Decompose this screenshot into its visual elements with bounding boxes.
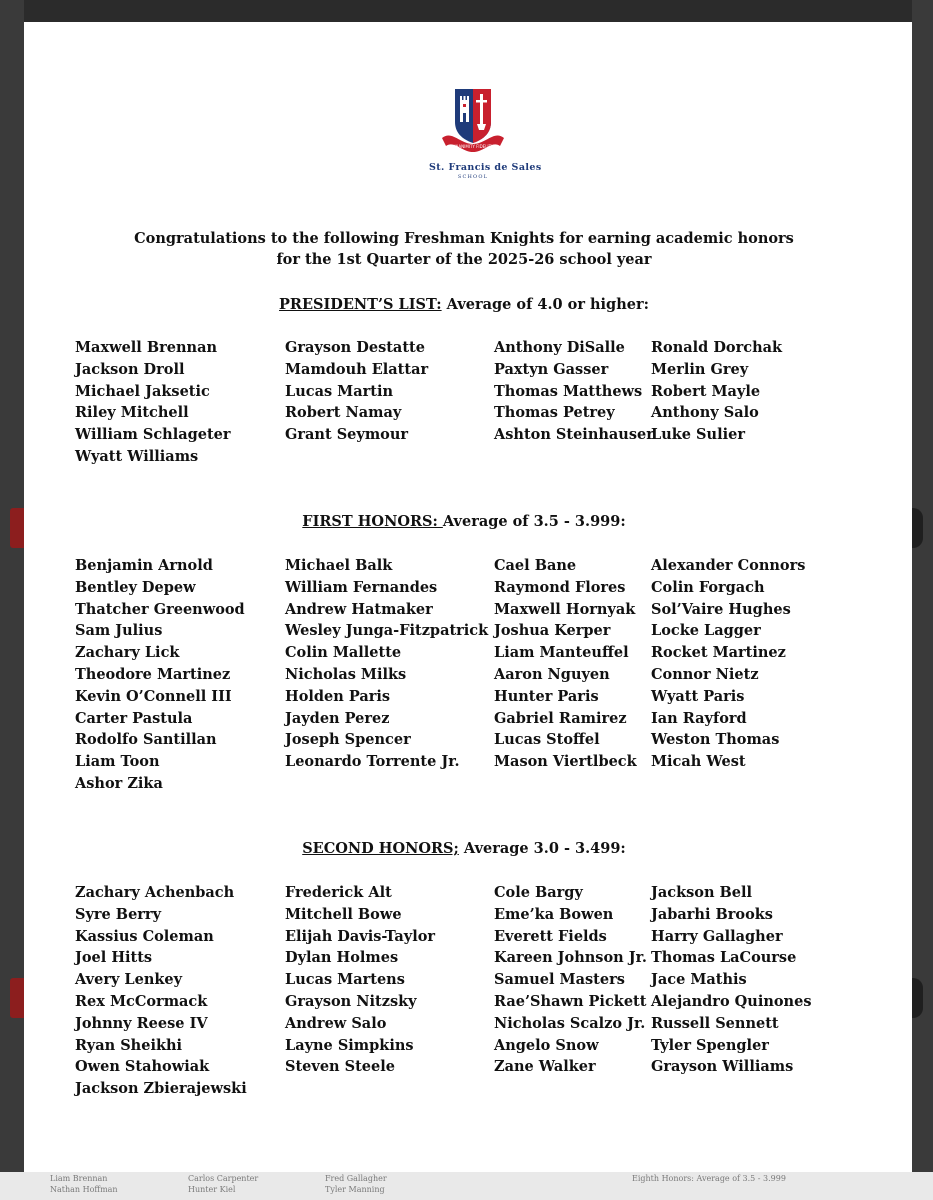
name-column [75,555,245,795]
honoree-name: Jabarhi Brooks [651,905,773,923]
honoree-name: Bentley Depew [75,578,196,596]
honoree-name: Liam Manteuffel [494,644,629,662]
honoree-name: Grayson Nitzsky [285,992,417,1010]
honoree-name: Colin Forgach [651,578,765,596]
honoree-name: Cole Bargy [494,884,583,901]
honoree-name: Thatcher Greenwood [75,600,245,618]
honoree-name: Tyler Spengler [651,1036,769,1054]
honoree-name: William Schlageter [75,426,231,444]
section-criteria: Average of 4.0 or higher: [441,296,649,313]
honoree-name: Andrew Hatmaker [285,600,433,618]
section-title: PRESIDENT’S LIST: [279,296,442,313]
honoree-name: Kassius Coleman [75,927,214,945]
honoree-name: Ronald Dorchak [651,339,783,356]
second-honors-heading [24,840,904,857]
name-column [494,337,654,446]
honoree-name: Aaron Nguyen [494,665,610,683]
name-column [651,882,812,1078]
honoree-name: Jayden Perez [285,709,390,727]
honoree-name: Angelo Snow [494,1036,599,1054]
name-column [285,555,488,773]
honoree-name: Ian Rayford [651,709,747,727]
honoree-name: Cael Bane [494,557,577,574]
section-criteria: Average 3.0 - 3.499: [458,840,626,857]
honoree-name: Everett Fields [494,927,607,945]
logo-school-sub: SCHOOL [457,174,489,180]
honoree-name: Zachary Achenbach [75,884,235,901]
intro-line: for the 1st Quarter of the 2025-26 school year [276,251,652,268]
honoree-name: Johnny Reese IV [75,1014,208,1032]
honoree-name: Layne Simpkins [285,1036,414,1054]
honoree-name: Zachary Lick [75,644,180,662]
honoree-name: Ashton Steinhauser [494,426,654,444]
honoree-name: Avery Lenkey [75,971,183,989]
honoree-name: Syre Berry [75,905,161,923]
background-page-peek [0,1172,933,1200]
honoree-name: Steven Steele [285,1058,395,1076]
honoree-name: Grayson Williams [651,1058,794,1076]
honoree-name: Grayson Destatte [285,339,425,356]
honoree-name: Sol’Vaire Hughes [651,600,791,618]
honoree-name: Robert Mayle [651,382,761,400]
honoree-name: Lucas Stoffel [494,731,600,749]
honoree-name: Lucas Martin [285,382,394,400]
honoree-name: Locke Lagger [651,622,761,640]
honoree-name: Sam Julius [75,622,163,640]
section-title: SECOND HONORS; [302,840,459,857]
honoree-name: Jackson Bell [651,884,753,901]
honoree-name: Rodolfo Santillan [75,731,217,749]
honoree-name: Nicholas Scalzo Jr. [494,1014,646,1032]
logo-motto: UNANIMITY FIDELITY [452,144,494,149]
presidents-list-heading [24,296,904,313]
viewer-right-edge [912,0,933,1200]
honoree-name: Andrew Salo [285,1014,387,1032]
honoree-name: Leonardo Torrente Jr. [285,753,460,771]
name-column [285,337,428,446]
school-crest-icon [436,86,510,160]
honoree-name: Luke Sulier [651,426,745,444]
honoree-name: Joshua Kerper [494,622,611,640]
honoree-name: Anthony DiSalle [494,339,625,356]
name-column [75,882,247,1100]
honoree-name: Robert Namay [285,404,402,422]
background-text: Liam Brennan [50,1174,108,1183]
honoree-name: Maxwell Hornyak [494,600,636,618]
honoree-name: Hunter Paris [494,687,599,705]
honoree-name: Owen Stahowiak [75,1058,210,1076]
honoree-name: Lucas Martens [285,971,405,989]
honoree-name: Kevin O’Connell III [75,687,232,705]
background-tab-left [10,508,24,548]
honoree-name: Maxwell Brennan [75,339,218,356]
honoree-name: Thomas LaCourse [651,949,797,967]
honoree-name: Ashor Zika [75,774,163,792]
honoree-name: Nicholas Milks [285,665,407,683]
honoree-name: Riley Mitchell [75,404,189,422]
honoree-name: Merlin Grey [651,360,749,378]
honoree-name: Grant Seymour [285,426,409,444]
honoree-name: William Fernandes [285,578,438,596]
honoree-name: Theodore Martinez [75,665,231,683]
honoree-name: Harry Gallagher [651,927,783,945]
honoree-name: Rocket Martinez [651,644,786,662]
honoree-name: Mitchell Bowe [285,905,402,923]
honoree-name: Wesley Junga-Fitzpatrick [285,622,489,640]
honoree-name: Raymond Flores [494,578,626,596]
honoree-name: Wyatt Paris [651,687,745,705]
honoree-name: Weston Thomas [651,731,780,749]
honoree-name: Mamdouh Elattar [285,360,429,378]
background-text: Nathan Hoffman [50,1185,118,1194]
honoree-name: Samuel Masters [494,971,625,989]
honoree-name: Ryan Sheikhi [75,1036,183,1054]
name-column [285,882,435,1078]
name-column [494,882,647,1078]
background-text: Eighth Honors: Average of 3.5 - 3.999 [632,1174,786,1183]
honoree-name: Dylan Holmes [285,949,399,967]
viewer-left-edge [0,0,24,1200]
honoree-name: Jace Mathis [651,971,747,989]
background-text: Fred Gallagher [325,1174,387,1183]
honoree-name: Micah West [651,753,746,771]
document-page [24,22,912,1172]
intro-text [24,228,904,270]
honoree-name: Thomas Matthews [494,382,643,400]
background-text: Tyler Manning [325,1185,385,1194]
honoree-name: Frederick Alt [285,884,392,901]
honoree-name: Elijah Davis-Taylor [285,927,436,945]
honoree-name: Mason Viertlbeck [494,753,637,771]
name-column [651,555,805,773]
honoree-name: Thomas Petrey [494,404,615,422]
honoree-name: Joel Hitts [75,949,153,967]
honoree-name: Jackson Zbierajewski [75,1080,247,1098]
section-criteria: Average of 3.5 - 3.999: [442,513,626,530]
honoree-name: Carter Pastula [75,709,193,727]
first-honors-heading [24,513,904,530]
honoree-name: Paxtyn Gasser [494,360,609,378]
honoree-name: Eme’ka Bowen [494,905,614,923]
logo-school-name: St. Francis de Sales [429,162,542,173]
honoree-name: Anthony Salo [651,404,759,422]
school-logo [429,86,542,198]
name-column [651,337,782,446]
honoree-name: Jackson Droll [75,360,185,378]
honoree-name: Michael Jaksetic [75,382,210,400]
honoree-name: Connor Nietz [651,665,759,683]
honoree-name: Alejandro Quinones [651,992,812,1010]
honoree-name: Alexander Connors [651,557,806,574]
honoree-name: Kareen Johnson Jr. [494,949,647,967]
honoree-name: Colin Mallette [285,644,402,662]
background-text: Carlos Carpenter [188,1174,259,1183]
honoree-name: Rae’Shawn Pickett [494,992,647,1010]
honoree-name: Zane Walker [494,1058,596,1076]
honoree-name: Benjamin Arnold [75,557,213,574]
background-tab-left [10,978,24,1018]
honoree-name: Gabriel Ramirez [494,709,627,727]
intro-line: Congratulations to the following Freshman Knights for earning academic honors [134,230,794,247]
honoree-name: Wyatt Williams [75,447,199,465]
honoree-name: Rex McCormack [75,992,208,1010]
honoree-name: Liam Toon [75,753,160,771]
name-column [494,555,637,773]
section-title: FIRST HONORS: [302,513,443,530]
honoree-name: Holden Paris [285,687,391,705]
honoree-name: Russell Sennett [651,1014,779,1032]
name-column [75,337,231,468]
honoree-name: Michael Balk [285,557,393,574]
background-text: Hunter Kiel [188,1185,236,1194]
honoree-name: Joseph Spencer [285,731,411,749]
